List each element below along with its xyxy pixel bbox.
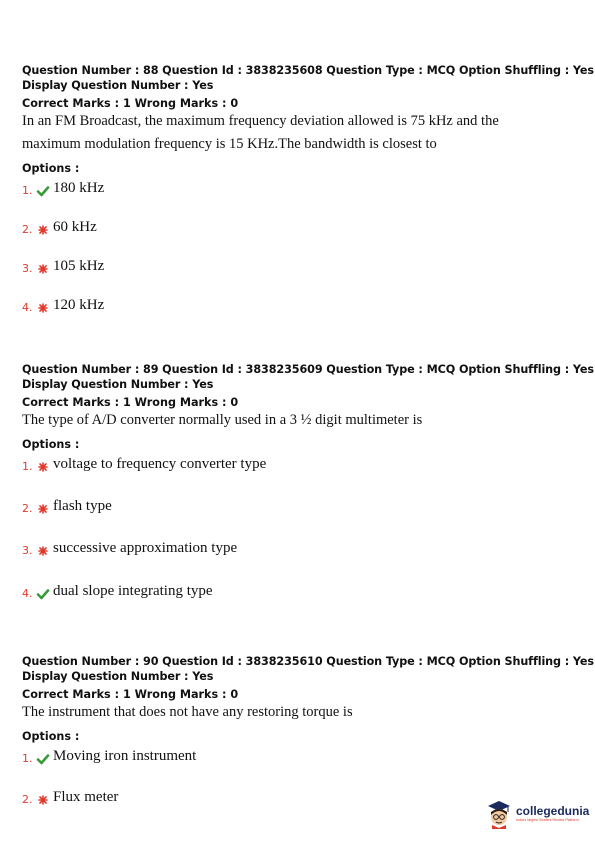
option-item[interactable] [22,215,97,237]
option-text: successive approximation type [53,540,238,556]
display-question-number: Display Question Number : Yes [22,79,214,92]
option-item[interactable] [22,744,196,766]
question-text-line: The instrument that does not have any restoring torque is [22,704,353,720]
question-text-line: In an FM Broadcast, the maximum frequency deviation allowed is 75 kHz and the [22,113,499,129]
cross-icon [36,544,50,558]
option-number: 1. [22,184,33,197]
option-item[interactable] [22,254,104,276]
marks-line: Correct Marks : 1 Wrong Marks : 0 [22,688,239,701]
collegedunia-logo [486,799,589,829]
cross-icon [36,223,50,237]
option-text: 105 kHz [53,258,105,274]
option-number: 4. [22,587,33,600]
option-item[interactable] [22,536,237,558]
option-item[interactable] [22,176,104,198]
option-number: 2. [22,502,33,515]
check-icon [36,184,50,198]
option-number: 2. [22,793,33,806]
question-text-line: The type of A/D converter normally used in a 3 ½ digit multimeter is [22,412,423,428]
check-icon [36,752,50,766]
options-label: Options : [22,162,80,175]
question-89 [22,362,594,600]
option-item[interactable] [22,293,104,315]
option-number: 3. [22,262,33,275]
option-text: Moving iron instrument [53,748,197,764]
option-text: dual slope integrating type [53,583,213,599]
options-label: Options : [22,438,80,451]
logo-tagline: India's largest Student Review Platform [516,818,579,822]
logo-name: collegedunia [516,804,590,818]
check-icon [36,587,50,601]
option-item[interactable] [22,785,118,807]
option-text: 180 kHz [53,180,105,196]
option-number: 2. [22,223,33,236]
option-text: 60 kHz [53,219,97,235]
question-header: Question Number : 89 Question Id : 3838235609 Question Type : MCQ Option Shuffling : Yes [22,363,594,376]
option-number: 4. [22,301,33,314]
option-text: Flux meter [53,789,119,805]
cross-icon [36,262,50,276]
cross-icon [36,301,50,315]
option-item[interactable] [22,452,266,474]
option-item[interactable] [22,579,213,601]
marks-line: Correct Marks : 1 Wrong Marks : 0 [22,396,239,409]
question-88 [22,63,594,314]
question-90 [22,654,594,806]
option-text: flash type [53,498,112,514]
display-question-number: Display Question Number : Yes [22,670,214,683]
option-text: voltage to frequency converter type [53,456,267,472]
option-item[interactable] [22,494,112,516]
question-header: Question Number : 90 Question Id : 3838235610 Question Type : MCQ Option Shuffling : Yes [22,655,594,668]
options-label: Options : [22,730,80,743]
option-number: 3. [22,544,33,557]
option-number: 1. [22,752,33,765]
option-text: 120 kHz [53,297,105,313]
option-number: 1. [22,460,33,473]
cross-icon [36,793,50,807]
marks-line: Correct Marks : 1 Wrong Marks : 0 [22,97,239,110]
cross-icon [36,502,50,516]
display-question-number: Display Question Number : Yes [22,378,214,391]
graduate-mascot-icon [486,799,512,829]
question-text-line: maximum modulation frequency is 15 KHz.The bandwidth is closest to [22,136,437,152]
question-header: Question Number : 88 Question Id : 3838235608 Question Type : MCQ Option Shuffling : Yes [22,64,594,77]
cross-icon [36,460,50,474]
